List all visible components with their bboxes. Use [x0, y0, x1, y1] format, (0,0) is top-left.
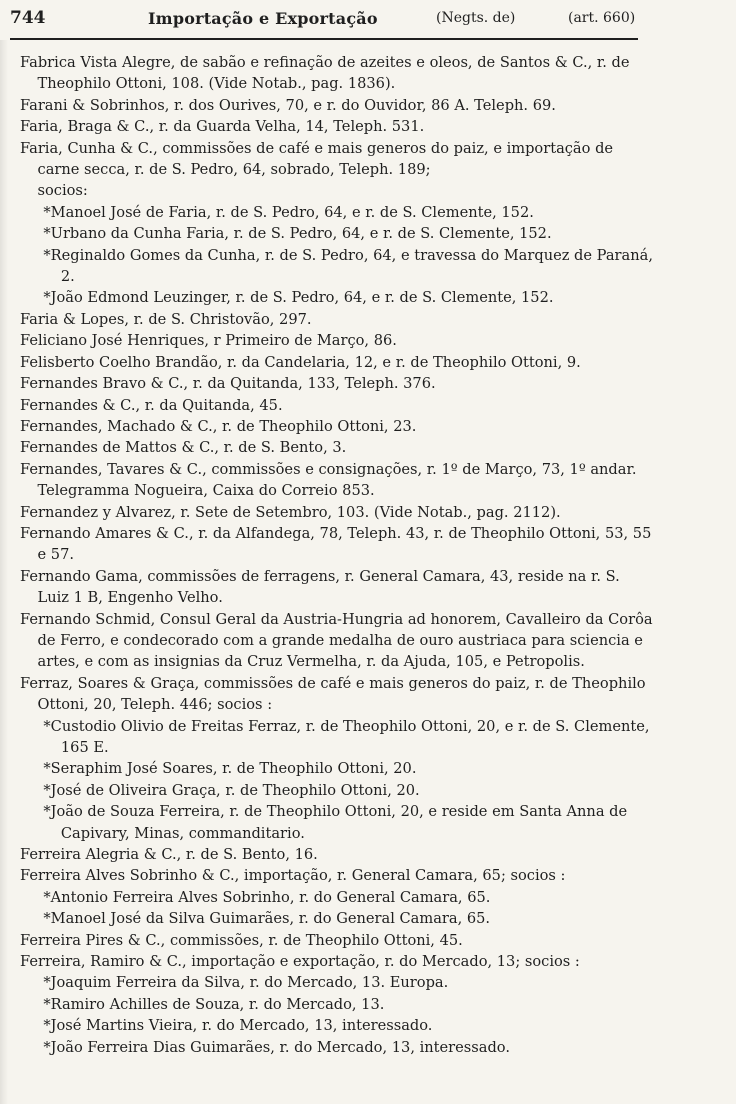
business-entry: Fernando Amares & C., r. da Alfandega, 78, Teleph. 43, r. de Theophilo Ottoni, 53, 55 e 57.	[20, 524, 652, 564]
article-reference: (art. 660)	[568, 10, 636, 26]
business-entry: Fernandes de Mattos & C., r. de S. Bento, 3.	[20, 439, 347, 457]
partner-entry: *João Edmond Leuzinger, r. de S. Pedro, 64, e r. de S. Clemente, 152.	[43, 289, 554, 307]
partner-entry: *Manoel José da Silva Guimarães, r. do General Camara, 65.	[43, 910, 491, 928]
page-edge-shadow	[0, 40, 8, 1104]
business-entry: Fernandes, Machado & C., r. de Theophilo Ottoni, 23.	[20, 417, 417, 435]
partner-entry: *Joaquim Ferreira da Silva, r. do Mercado, 13. Europa.	[43, 974, 449, 992]
partner-entry: *Ramiro Achilles de Souza, r. do Mercado, 13.	[43, 995, 385, 1013]
header-rule	[10, 38, 638, 40]
business-entry: Fernando Schmid, Consul Geral da Austria-Hungria ad honorem, Cavalleiro da Corôa de Ferro, e condecorado com a grande medalha de ouro austriaca para sciencia e artes, e com as insignias da Cruz Vermelha, r. da Ajuda, 105, e Petropolis.	[20, 610, 653, 671]
page-subtitle: (Negts. de)	[436, 10, 516, 26]
partner-entry: *João Ferreira Dias Guimarães, r. do Mercado, 13, interessado.	[43, 1038, 510, 1056]
business-entry: Faria, Cunha & C., commissões de café e mais generos do paiz, e importação de carne secca, r. de S. Pedro, 64, sobrado, Teleph. 189;	[20, 139, 614, 179]
partner-entry: *Antonio Ferreira Alves Sobrinho, r. do General Camara, 65.	[43, 888, 491, 906]
partner-entry: *José Martins Vieira, r. do Mercado, 13, interessado.	[43, 1017, 433, 1035]
partner-entry: *Urbano da Cunha Faria, r. de S. Pedro, 64, e r. de S. Clemente, 152.	[43, 225, 552, 243]
partner-entry: *José de Oliveira Graça, r. de Theophilo Ottoni, 20.	[43, 781, 420, 799]
business-entry: Ferreira Pires & C., commissões, r. de Theophilo Ottoni, 45.	[20, 931, 463, 949]
business-entry: Ferreira Alves Sobrinho & C., importação, r. General Camara, 65; socios :	[20, 867, 566, 885]
partner-entry: *Seraphim José Soares, r. de Theophilo Ottoni, 20.	[43, 760, 417, 778]
business-entry: Ferraz, Soares & Graça, commissões de café e mais generos do paiz, r. de Theophilo Ottoni, 20, Teleph. 446; socios :	[20, 674, 646, 714]
partner-entry: *Reginaldo Gomes da Cunha, r. de S. Pedro, 64, e travessa do Marquez de Paraná, 2.	[43, 246, 653, 286]
socios-label: socios:	[37, 182, 88, 200]
directory-listing	[20, 52, 654, 1058]
partner-entry: *Manoel José de Faria, r. de S. Pedro, 64, e r. de S. Clemente, 152.	[43, 203, 534, 221]
business-entry: Ferreira, Ramiro & C., importação e exportação, r. do Mercado, 13; socios :	[20, 953, 580, 971]
business-entry: Fernandes, Tavares & C., commissões e consignações, r. 1º de Março, 73, 1º andar. Telegramma Nogueira, Caixa do Correio 853.	[20, 460, 637, 500]
business-entry: Farani & Sobrinhos, r. dos Ourives, 70, e r. do Ouvidor, 86 A. Teleph. 69.	[20, 96, 556, 114]
business-entry: Ferreira Alegria & C., r. de S. Bento, 16.	[20, 846, 318, 864]
partner-entry: *João de Souza Ferreira, r. de Theophilo Ottoni, 20, e reside em Santa Anna de Capivary, Minas, commanditario.	[43, 803, 628, 842]
business-entry: Faria, Braga & C., r. da Guarda Velha, 14, Teleph. 531.	[20, 118, 425, 136]
page-header	[0, 0, 736, 40]
business-entry: Faria & Lopes, r. de S. Christovão, 297.	[20, 310, 312, 328]
partner-entry: *Custodio Olivio de Freitas Ferraz, r. de Theophilo Ottoni, 20, e r. de S. Clemente, 165 E.	[43, 717, 650, 756]
page-number: 744	[10, 8, 46, 28]
business-entry: Fernandez y Alvarez, r. Sete de Setembro, 103. (Vide Notab., pag. 2112).	[20, 503, 561, 521]
business-entry: Fabrica Vista Alegre, de sabão e refinação de azeites e oleos, de Santos & C., r. de Theophilo Ottoni, 108. (Vide Notab., pag. 1836).	[20, 54, 630, 93]
business-entry: Felisberto Coelho Brandão, r. da Candelaria, 12, e r. de Theophilo Ottoni, 9.	[20, 353, 581, 371]
business-entry: Fernando Gama, commissões de ferragens, r. General Camara, 43, reside na r. S. Luiz 1 B, Engenho Velho.	[20, 567, 620, 607]
page-title: Importação e Exportação	[148, 9, 378, 28]
business-entry: Fernandes Bravo & C., r. da Quitanda, 133, Teleph. 376.	[20, 375, 436, 393]
business-entry: Fernandes & C., r. da Quitanda, 45.	[20, 396, 283, 414]
business-entry: Feliciano José Henriques, r Primeiro de Março, 86.	[20, 332, 397, 350]
